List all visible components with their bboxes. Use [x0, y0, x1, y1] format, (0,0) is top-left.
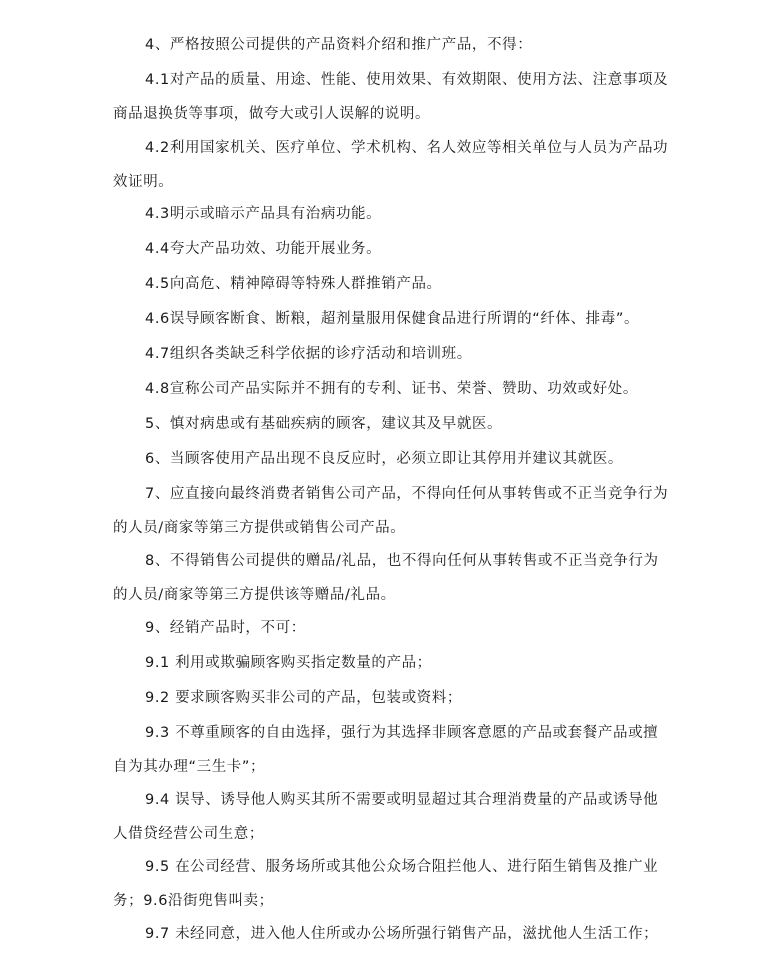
clause-9-2: 9.2 要求顾客购买非公司的产品，包装或资料；	[145, 690, 462, 706]
clause-7: 7、应直接向最终消费者销售公司产品，不得向任何从事转售或不正当竞争行为的人员/商家等第三方提供或销售公司产品。	[113, 486, 669, 536]
clause-4-1: 4.1对产品的质量、用途、性能、使用效果、有效期限、使用方法、注意事项及商品退换货等事项，做夸大或引人误解的说明。	[113, 72, 669, 122]
clause-4-5: 4.5向高危、精神障碍等特殊人群推销产品。	[145, 276, 442, 292]
clause-8: 8、不得销售公司提供的赠品/礼品，也不得向任何从事转售或不正当竞争行为的人员/商家等第三方提供该等赠品/礼品。	[113, 553, 659, 603]
clause-9-5: 9.5 在公司经营、服务场所或其他公众场合阻拦他人、进行陌生销售及推广业务；9.6沿街兜售叫卖；	[113, 859, 659, 909]
clause-4-6: 4.6误导顾客断食、断粮，超剂量服用保健食品进行所谓的“纤体、排毒”。	[145, 311, 640, 327]
clause-4: 4、严格按照公司提供的产品资料介绍和推广产品，不得：	[145, 37, 533, 53]
clause-9-4: 9.4 误导、诱导他人购买其所不需要或明显超过其合理消费量的产品或诱导他人借贷经营公司生意；	[113, 792, 659, 842]
clause-4-3: 4.3明示或暗示产品具有治病功能。	[145, 206, 382, 222]
clause-4-4: 4.4夸大产品功效、功能开展业务。	[145, 241, 382, 257]
clause-9-7: 9.7 未经同意，进入他人住所或办公场所强行销售产品，滋扰他人生活工作；	[145, 926, 659, 942]
clause-4-2: 4.2利用国家机关、医疗单位、学术机构、名人效应等相关单位与人员为产品功效证明。	[113, 140, 669, 190]
clause-4-7: 4.7组织各类缺乏科学依据的诊疗活动和培训班。	[145, 346, 472, 362]
clause-6: 6、当顾客使用产品出现不良反应时，必须立即让其停用并建议其就医。	[145, 451, 623, 467]
clause-9: 9、经销产品时，不可：	[145, 620, 306, 636]
clause-4-8: 4.8宣称公司产品实际并不拥有的专利、证书、荣誉、赞助、功效或好处。	[145, 381, 638, 397]
clause-5: 5、慎对病患或有基础疾病的顾客，建议其及早就医。	[145, 416, 503, 432]
clause-9-3: 9.3 不尊重顾客的自由选择，强行为其选择非顾客意愿的产品或套餐产品或擅自为其办理“三生卡”；	[113, 725, 659, 775]
clause-9-1: 9.1 利用或欺骗顾客购买指定数量的产品；	[145, 655, 432, 671]
